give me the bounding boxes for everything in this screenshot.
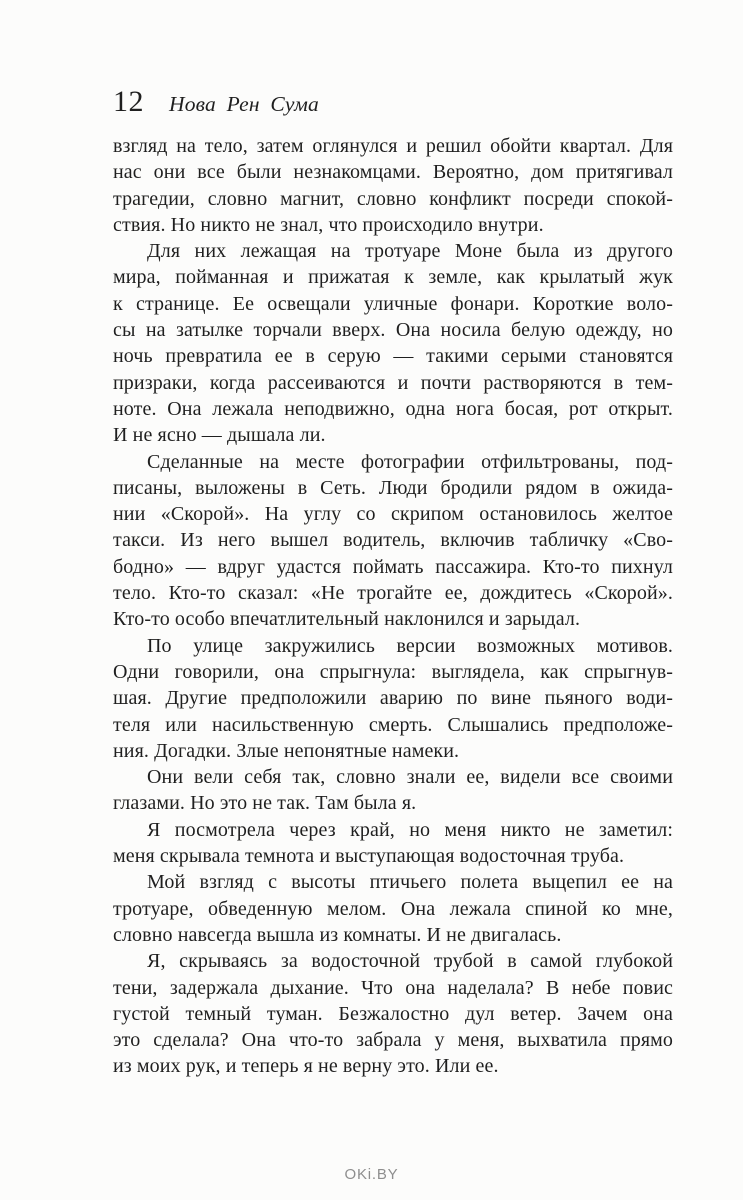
running-head [113, 86, 319, 118]
text-line: это сделала? Она что-то забрала у меня, выхватила прямо [113, 1029, 673, 1052]
page-number: 12 [113, 85, 144, 118]
text-line: густой темный туман. Безжалостно дул ветер. Зачем она [113, 1002, 673, 1025]
text-line: бодно» — вдруг удастся поймать пассажира. Кто-то пихнул [113, 555, 673, 578]
paragraph [113, 764, 673, 817]
text-line: призраки, когда рассеиваются и почти растворяются в тем- [113, 371, 673, 394]
text-line: нас они все были незнакомцами. Вероятно, дом притягивал [113, 161, 673, 184]
text-line: Они вели себя так, словно знали ее, видели все своими [147, 766, 673, 789]
text-line: Я посмотрела через край, но меня никто не заметил: [147, 818, 673, 841]
paragraph [113, 869, 673, 948]
paragraph [113, 133, 673, 238]
text-line: тени, задержала дыхание. Что она наделала? В небе повис [113, 976, 673, 999]
paragraph [113, 449, 673, 633]
text-line: Для них лежащая на тротуаре Моне была из другого [147, 240, 673, 263]
text-line: писаны, выложены в Сеть. Люди бродили рядом в ожида- [113, 476, 673, 499]
text-line: глазами. Но это не так. Там была я. [113, 792, 417, 815]
text-line: ночь превратила ее в серую — такими серыми становятся [113, 345, 673, 368]
text-line: тротуаре, обведенную мелом. Она лежала спиной ко мне, [113, 897, 673, 920]
text-line: нии «Скорой». На углу со скрипом остановилось желтое [113, 503, 673, 526]
text-line: меня скрывала темнота и выступающая водосточная труба. [113, 845, 625, 868]
text-line: ния. Догадки. Злые непонятные намеки. [113, 739, 460, 762]
watermark: OKi.BY [344, 1166, 399, 1183]
text-line: теля или насильственную смерть. Слышались предположе- [113, 713, 673, 736]
text-line: мира, пойманная и прижатая к земле, как крылатый жук [113, 266, 673, 289]
text-line: Мой взгляд с высоты птичьего полета выцепил ее на [147, 871, 673, 894]
text-line: Одни говорили, она спрыгнула: выглядела, как спрыгнув- [113, 660, 673, 683]
text-line: трагедии, словно магнит, словно конфликт посреди спокой- [113, 187, 673, 210]
text-line: ствия. Но никто не знал, что происходило внутри. [113, 213, 544, 236]
text-line: По улице закружились версии возможных мотивов. [147, 634, 673, 657]
text-line: словно навсегда вышла из комнаты. И не двигалась. [113, 923, 562, 946]
paragraph [113, 238, 673, 448]
text-line: такси. Из него вышел водитель, включив табличку «Сво- [113, 529, 673, 552]
text-line: Сделанные на месте фотографии отфильтрованы, под- [147, 450, 673, 473]
text-line: взгляд на тело, затем оглянулся и решил обойти квартал. Для [113, 135, 673, 157]
text-line: сы на затылке торчали вверх. Она носила белую одежду, но [113, 319, 673, 342]
text-line: к странице. Ее освещали уличные фонари. Короткие воло- [113, 292, 673, 315]
paragraph [113, 948, 673, 1079]
text-line: И не ясно — дышала ли. [113, 424, 326, 447]
text-line: Кто-то особо впечатлительный наклонился и зарыдал. [113, 608, 581, 631]
page-text [113, 133, 673, 1080]
text-line: из моих рук, и теперь я не верну это. Или ее. [113, 1055, 499, 1078]
running-head-author: Нова Рен Сума [169, 92, 319, 116]
paragraph [113, 817, 673, 870]
paragraph [113, 633, 673, 764]
text-line: Я, скрываясь за водосточной трубой в самой глубокой [147, 950, 673, 973]
text-line: ноте. Она лежала неподвижно, одна нога босая, рот открыт. [113, 397, 673, 420]
text-line: шая. Другие предположили аварию по вине пьяного води- [113, 687, 673, 710]
text-line: тело. Кто-то сказал: «Не трогайте ее, дождитесь «Скорой». [113, 582, 673, 605]
